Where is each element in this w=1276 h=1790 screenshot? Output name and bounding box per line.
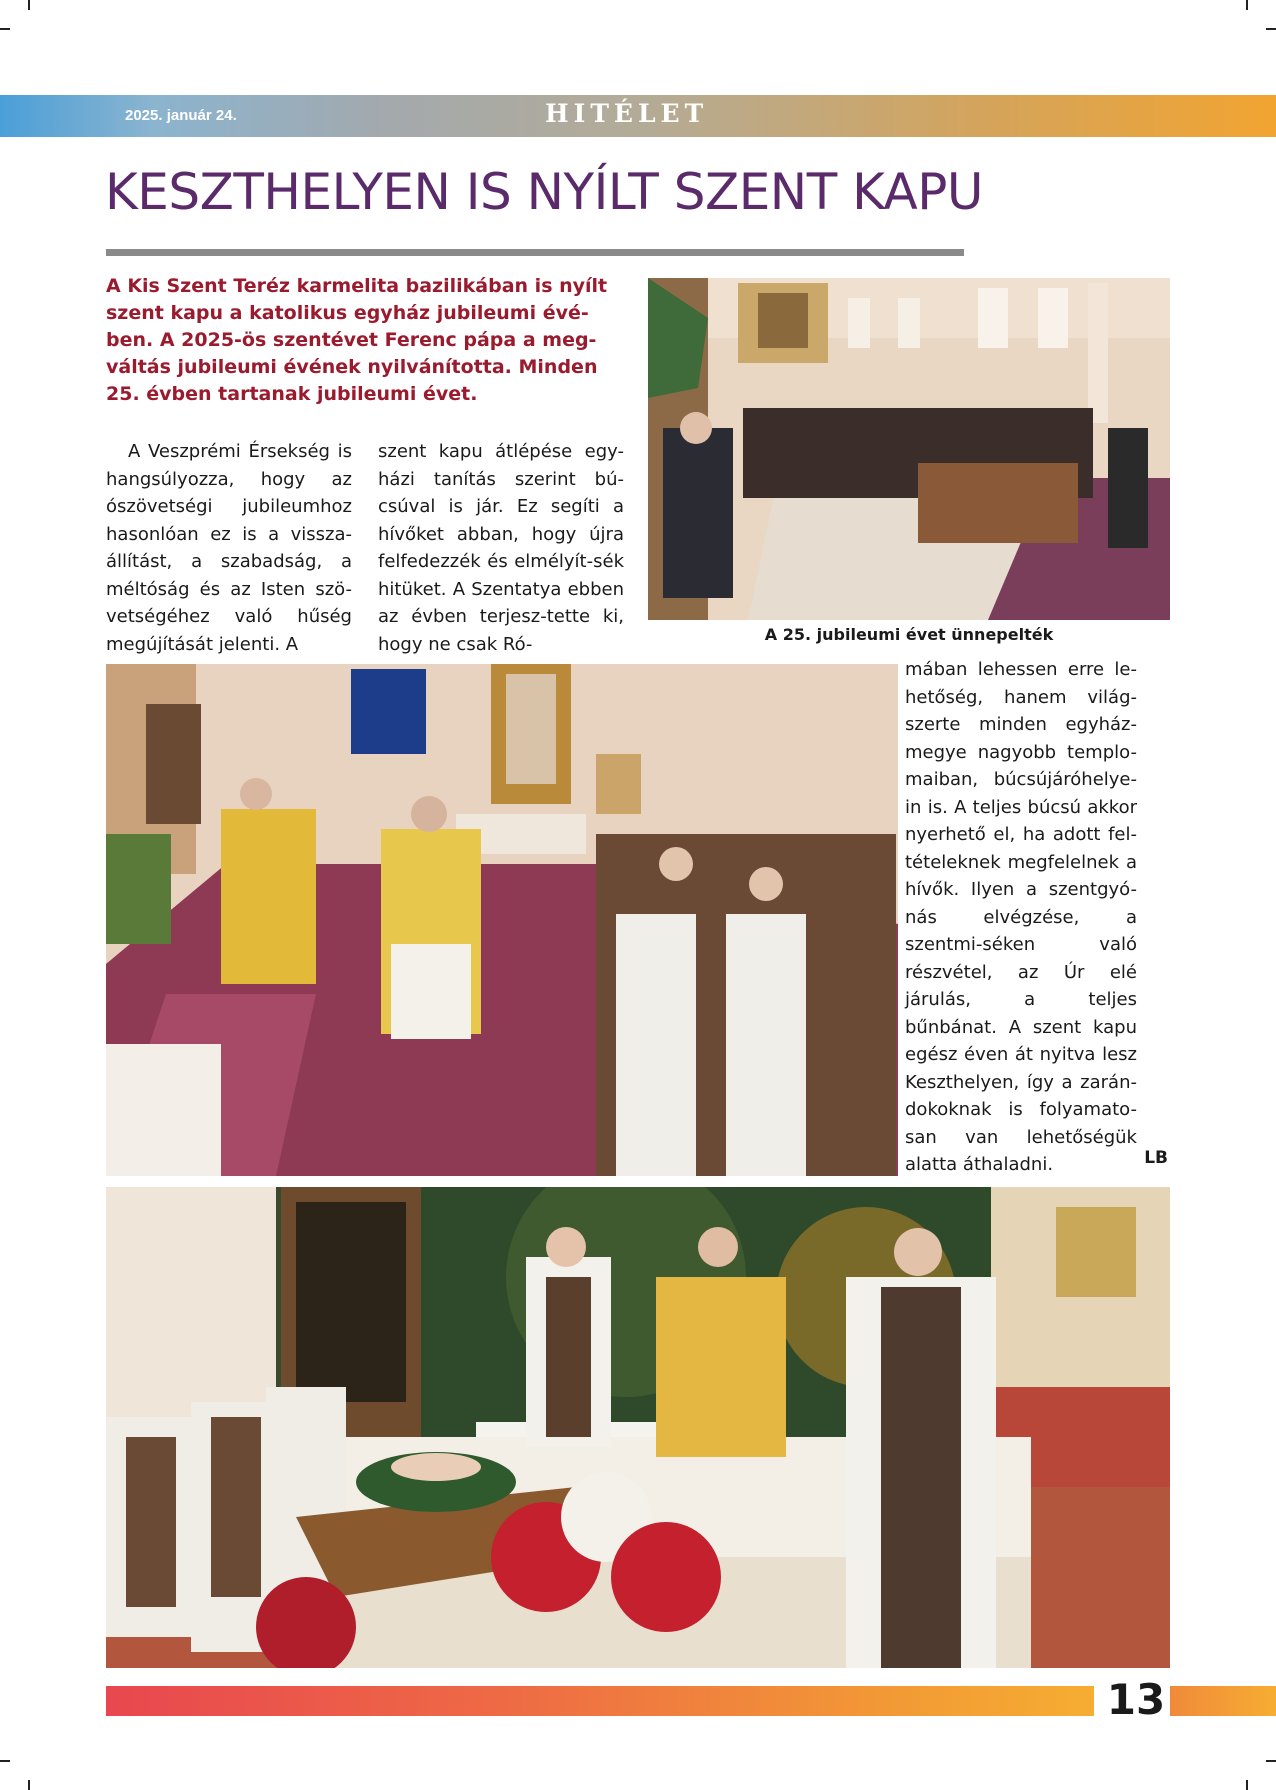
footer-band-tail — [1170, 1686, 1276, 1716]
footer-band — [106, 1686, 1094, 1716]
crop-mark — [1246, 0, 1248, 10]
title-rule — [106, 249, 964, 256]
page-number: 13 — [1106, 1675, 1166, 1724]
section-title: HITÉLET — [545, 99, 709, 128]
crop-mark — [28, 1780, 30, 1790]
crop-mark — [1246, 1780, 1248, 1790]
photo-procession — [106, 664, 898, 1176]
issue-date: 2025. január 24. — [125, 107, 237, 124]
photo-altar-nativity — [106, 1187, 1170, 1668]
crop-mark — [1266, 1760, 1276, 1762]
crop-mark — [0, 28, 10, 30]
crop-mark — [1266, 28, 1276, 30]
body-column-3: mában lehessen erre le-hetőség, hanem világ-szerte minden egyház-megye nagyobb templo-maiban, búcsújáróhelye-in is. A teljes búcsú akkor nyerhető el, ha adott fel-tételeknek megfelelnek a hívők. Ilyen a szentgyó-nás elvégzése, a szentmi-séken való részvétel, az Úr elé járulás, a teljes bűnbánat. A szent kapu egész éven át nyitva lesz Keszthelyen, így a zarán-dokoknak is folyamato-san van lehetőségük alatta áthaladni. — [905, 659, 1137, 1175]
article-title: KESZTHELYEN IS NYÍLT SZENT KAPU — [105, 163, 984, 221]
photo-caption: A 25. jubileumi évet ünnepelték — [764, 625, 1054, 644]
header-band — [0, 95, 1276, 137]
author-signature: LB — [1144, 1148, 1168, 1168]
article-lead: A Kis Szent Teréz karmelita bazilikában is nyílt szent kapu a katolikus egyház jubileumi évé-ben. A 2025-ös szentévet Ferenc pápa a meg-váltás jubileumi évének nyilvánította. Minden 25. évben tartanak jubileumi évet. — [106, 275, 608, 405]
crop-mark — [28, 0, 30, 10]
body-column-1: A Veszprémi Érsekség is hangsúlyozza, hogy az ószövetségi jubileumhoz hasonlóan ez is a vissza-állítást, a szabadság, a méltóság és az Isten szö-vetségéhez való hűség megújítását jelenti. A — [106, 441, 352, 655]
crop-mark — [0, 1760, 10, 1762]
body-column-2: szent kapu átlépése egy-házi tanítás szerint bú-csúval is jár. Ez segíti a hívőket abban, hogy újra felfedezzék és elmélyít-sék hitüket. A Szentatya ebben az évben terjesz-tette ki, hogy ne csak Ró- — [378, 441, 624, 655]
photo-congregation — [648, 278, 1170, 620]
